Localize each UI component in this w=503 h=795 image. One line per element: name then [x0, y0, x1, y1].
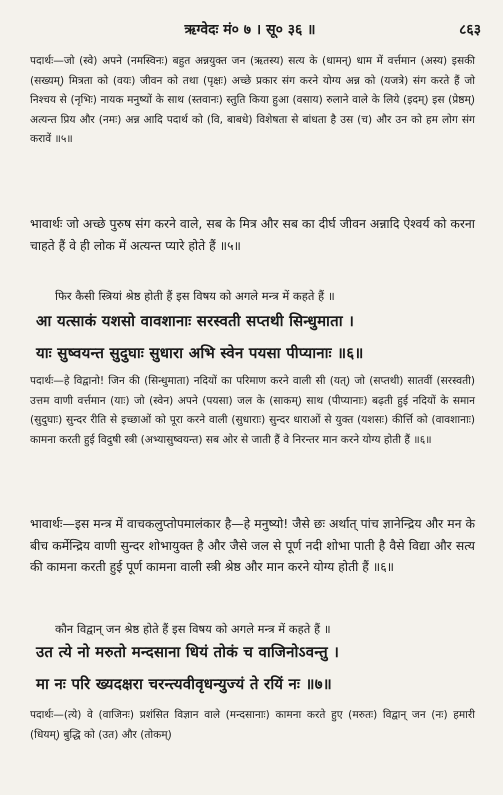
- mantra-6: [36, 305, 476, 369]
- running-head: ऋग्वेदः मं० ७ । सू० ३६ ॥: [184, 22, 316, 38]
- mantra-7: [36, 636, 476, 700]
- padartha-paragraph-6: पदार्थः—हे विद्वानो! जिन की (सिन्धुमाता) नदियों का परिमाण करने वाली सी (यत्) जो (सप्तथी) सातवीं (सरस्वती) उत्तम वाणी वर्त्तमान (याः) जो (स्वेन) अपने (पयसा) जल के (साकम्) साथ (पीप्यानाः) बढ़ती हुई नदियों के समान (सुदुघाः) सुन्दर रीति से इच्छाओं को पूरा करने वाली (सुधाराः) सुन्दर धाराओं से युक्त (यशसः) कीर्त्ति को (वावशानाः) कामना करती हुई विदुषी स्त्री (अभ्यासुष्वयन्त) सब ओर से जाती हैं वे निरन्तर मान करने योग्य होती हैं ॥६॥: [30, 375, 475, 446]
- padartha-paragraph-7: पदार्थः—(त्ये) वे (वाजिनः) प्रशंसित विज्ञान वाले (मन्दसानाः) कामना करते हुए (मरुतः) विद्वान् जन (नः) हमारी (धियम्) बुद्धि को (उत) और (तोकम्): [30, 709, 475, 741]
- bhavartha-paragraph-6: भावार्थः—इस मन्त्र में वाचकलुप्तोपमालंकार है—हे मनुष्यो! जैसे छः अर्थात् पांच ज्ञानेन्द्रिय और मन के बीच कर्मेन्द्रिय वाणी सुन्दर शोभायुक्त है और जैसे जल से पूर्ण नदी शोभा पाती है वैसे विद्या और सत्य की कामना करती हुई पूर्ण कामना वाली स्त्री श्रेष्ठ और मान करने योग्य होती हैं ॥६॥: [30, 516, 475, 574]
- section-intro-7: कौन विद्वान् जन श्रेष्ठ होते हैं इस विषय को अगले मन्त्र में कहते हैं ॥: [55, 622, 331, 636]
- padartha-paragraph-5: पदार्थः—जो (स्वे) अपने (नमस्विनः) बहुत अन्नयुक्त जन (ऋतस्य) सत्य के (धामन्) धाम में वर्त्तमान (अस्य) इसकी (सख्यम्) मित्रता को (वयः) जीवन को तथा (पृक्षः) अच्छे प्रकार संग करने योग्य अन्न को (यजत्रे) संग करते हैं जो निश्चय से (नृभिः) नायक मनुष्यों के साथ (स्तवानः) स्तुति किया हुआ (वसाय) रुलाने वाले के लिये (इदम्) इस (प्रेष्ठम्) अत्यन्त प्रिय और (नमः) अन्न आदि पदार्थ को (वि, बाबधे) विशेषता से बांधता है उस (च) और उन को हम लोग संग करावें ॥५॥: [30, 55, 475, 146]
- mantra-line: आ यत्साकं यशसो वावशानाः सरस्वती सप्तथी सिन्धुमाता ।: [36, 312, 355, 330]
- bhavartha-paragraph-5: भावार्थः जो अच्छे पुरुष संग करने वाले, सब के मित्र और सब का दीर्घ जीवन अन्नादि ऐश्वर्य को करना चाहते हैं वे ही लोक में अत्यन्त प्यारे होते हैं ॥५॥: [30, 216, 475, 253]
- mantra-line: याः सुष्वयन्त सुदुघाः सुधारा अभि स्वेन पयसा पीप्यानाः ॥६॥: [36, 344, 364, 362]
- section-intro-6: फिर कैसी स्त्रियां श्रेष्ठ होती हैं इस विषय को अगले मन्त्र में कहते हैं ॥: [55, 289, 335, 303]
- page-number: ८६३: [459, 22, 481, 38]
- page-header: [0, 20, 503, 46]
- mantra-line: उत त्ये नो मरुतो मन्दसाना धियं तोकं च वाजिनोऽवन्तु ।: [36, 643, 340, 661]
- mantra-line: मा नः परि ख्यदक्षरा चरन्त्यवीवृधन्युज्यं ते रयिं नः ॥७॥: [36, 675, 332, 693]
